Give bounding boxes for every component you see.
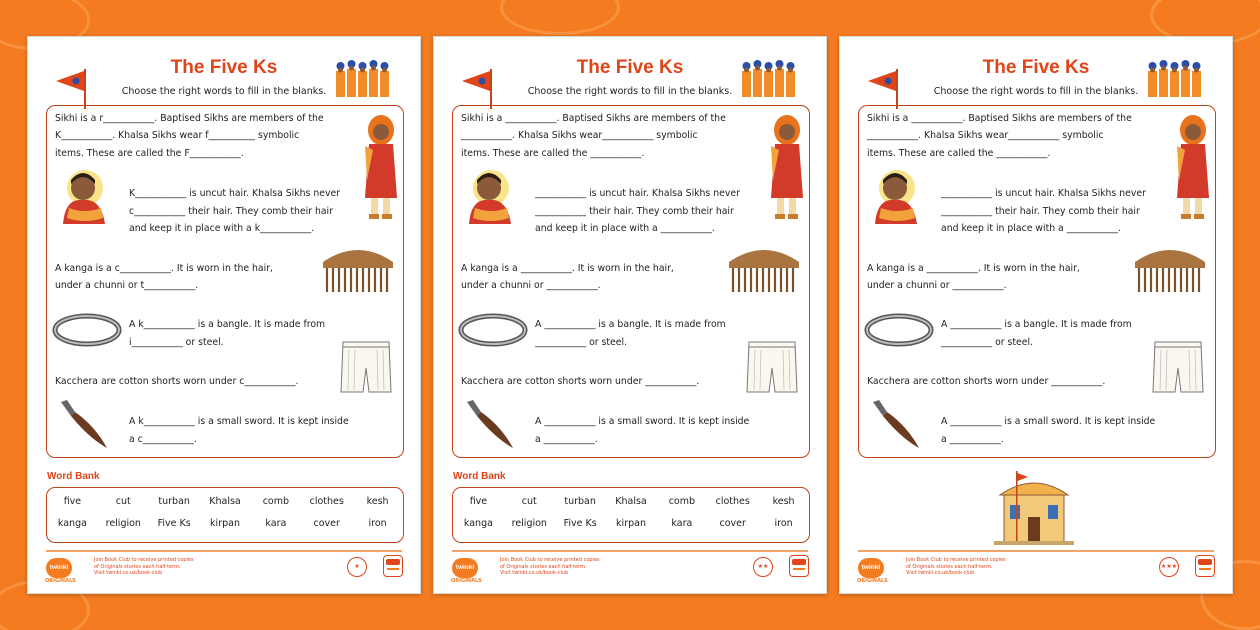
kacchera-line: Kacchera are cotton shorts worn under ___________. <box>461 376 700 387</box>
word-bank-item: kara <box>265 518 287 529</box>
kesh-line-2: ___________ their hair. They comb their hair <box>941 206 1140 217</box>
panj-pyare-illustration <box>1146 55 1202 101</box>
intro-line-1: Sikhi is a ___________. Baptised Sikhs are members of the <box>867 113 1132 124</box>
footer-divider <box>46 550 402 552</box>
twinkl-logo: twinkl <box>46 558 72 578</box>
kanga-line-2: under a chunni or t___________. <box>55 280 199 291</box>
boy-combing-hair-illustration <box>867 168 929 226</box>
word-bank-item: cover <box>313 518 340 529</box>
kanga-line-1: A kanga is a ___________. It is worn in the hair, <box>461 263 674 274</box>
word-bank-item: comb <box>262 496 290 507</box>
kacchera-shorts-illustration <box>745 338 799 396</box>
girl-illustration <box>765 110 807 222</box>
instructions: Choose the right words to fill in the blanks. <box>121 86 327 97</box>
worksheet-2 <box>433 36 827 594</box>
word-bank-item: clothes <box>715 496 750 507</box>
girl-illustration <box>359 110 401 222</box>
kara-line-1: A ___________ is a bangle. It is made from <box>535 319 726 330</box>
panj-pyare-illustration <box>740 55 796 101</box>
intro-line-3: items. These are called the ___________. <box>461 148 645 159</box>
word-bank-item: cut <box>115 496 131 507</box>
footer-divider <box>858 550 1214 552</box>
intro-line-1: Sikhi is a ___________. Baptised Sikhs are members of the <box>461 113 726 124</box>
kanga-line-1: A kanga is a c___________. It is worn in the hair, <box>55 263 273 274</box>
instructions: Choose the right words to fill in the blanks. <box>933 86 1139 97</box>
kara-line-2: ___________ or steel. <box>535 337 628 348</box>
word-bank-item: clothes <box>309 496 344 507</box>
kirpan-sword-illustration <box>461 396 517 452</box>
kesh-line-1: ___________ is uncut hair. Khalsa Sikhs never <box>535 188 740 199</box>
kanga-line-2: under a chunni or ___________. <box>461 280 601 291</box>
book-club-note: Join Book Club to receive printed copies of Originals stories each half-term. Visit twinkl.co.uk/book-club <box>500 557 600 576</box>
word-bank-item: Five Ks <box>157 518 191 529</box>
girl-illustration <box>1171 110 1213 222</box>
kirpan-line-1: A ___________ is a small sword. It is kept inside <box>535 416 750 427</box>
kesh-line-1: ___________ is uncut hair. Khalsa Sikhs never <box>941 188 1146 199</box>
page-title: The Five Ks <box>576 57 684 78</box>
intro-line-2: ___________. Khalsa Sikhs wear___________ symbolic <box>461 130 698 141</box>
gurdwara-illustration <box>990 469 1078 549</box>
kara-bangle-illustration <box>457 312 529 348</box>
kirpan-line-1: A ___________ is a small sword. It is kept inside <box>941 416 1156 427</box>
kara-bangle-illustration <box>51 312 123 348</box>
kacchera-line: Kacchera are cotton shorts worn under c___________. <box>55 376 299 387</box>
originals-label: ORIGINALS <box>857 578 888 584</box>
difficulty-stars: ★ <box>347 557 367 577</box>
intro-line-2: ___________. Khalsa Sikhs wear___________ symbolic <box>867 130 1104 141</box>
word-bank-item: kara <box>671 518 693 529</box>
planit-badge-icon <box>383 555 403 577</box>
questions-box <box>858 105 1216 458</box>
kesh-line-1: K___________ is uncut hair. Khalsa Sikhs never <box>129 188 340 199</box>
word-bank-item: kesh <box>772 496 795 507</box>
twinkl-logo: twinkl <box>452 558 478 578</box>
kanga-comb-illustration <box>725 244 803 296</box>
boy-combing-hair-illustration <box>55 168 117 226</box>
word-bank-item: kesh <box>366 496 389 507</box>
word-bank-item: iron <box>368 518 387 529</box>
word-bank-row-2 <box>453 518 809 529</box>
footer-divider <box>452 550 808 552</box>
word-bank-item: cut <box>521 496 537 507</box>
kara-line-2: ___________ or steel. <box>941 337 1034 348</box>
word-bank-title: Word Bank <box>453 471 506 482</box>
worksheet-3 <box>839 36 1233 594</box>
word-bank-item: Khalsa <box>615 496 647 507</box>
word-bank-item: five <box>63 496 82 507</box>
word-bank-item: turban <box>158 496 190 507</box>
page-title: The Five Ks <box>170 57 278 78</box>
kara-line-2: i___________ or steel. <box>129 337 224 348</box>
word-bank-row-2 <box>47 518 403 529</box>
kirpan-line-2: a c___________. <box>129 434 197 445</box>
kesh-line-2: ___________ their hair. They comb their hair <box>535 206 734 217</box>
word-bank-item: iron <box>774 518 793 529</box>
kara-line-1: A ___________ is a bangle. It is made from <box>941 319 1132 330</box>
panj-pyare-illustration <box>334 55 390 101</box>
planit-badge-icon <box>789 555 809 577</box>
kanga-line-2: under a chunni or ___________. <box>867 280 1007 291</box>
planit-badge-icon <box>1195 555 1215 577</box>
word-bank-title: Word Bank <box>47 471 100 482</box>
kacchera-shorts-illustration <box>1151 338 1205 396</box>
word-bank-item: cover <box>719 518 746 529</box>
kesh-line-3: and keep it in place with a ___________. <box>941 223 1121 234</box>
kesh-line-2: c___________ their hair. They comb their hair <box>129 206 333 217</box>
questions-box <box>452 105 810 458</box>
kara-line-1: A k___________ is a bangle. It is made from <box>129 319 326 330</box>
word-bank-item: five <box>469 496 488 507</box>
boy-combing-hair-illustration <box>461 168 523 226</box>
word-bank-item: Five Ks <box>563 518 597 529</box>
word-bank-item: kirpan <box>616 518 646 529</box>
word-bank-item: kirpan <box>210 518 240 529</box>
kanga-comb-illustration <box>1131 244 1209 296</box>
kacchera-line: Kacchera are cotton shorts worn under ___________. <box>867 376 1106 387</box>
kirpan-line-2: a ___________. <box>535 434 598 445</box>
intro-line-3: items. These are called the ___________. <box>867 148 1051 159</box>
kanga-line-1: A kanga is a ___________. It is worn in the hair, <box>867 263 1080 274</box>
kara-bangle-illustration <box>863 312 935 348</box>
kesh-line-3: and keep it in place with a k___________. <box>129 223 315 234</box>
kirpan-sword-illustration <box>55 396 111 452</box>
word-bank <box>452 487 810 543</box>
book-club-note: Join Book Club to receive printed copies of Originals stories each half-term. Visit twinkl.co.uk/book-club <box>94 557 194 576</box>
originals-label: ORIGINALS <box>451 578 482 584</box>
word-bank-item: religion <box>511 518 547 529</box>
word-bank <box>46 487 404 543</box>
book-club-note: Join Book Club to receive printed copies of Originals stories each half-term. Visit twinkl.co.uk/book-club <box>906 557 1006 576</box>
kanga-comb-illustration <box>319 244 397 296</box>
word-bank-row-1 <box>47 496 403 507</box>
difficulty-stars: ★★ <box>753 557 773 577</box>
word-bank-item: turban <box>564 496 596 507</box>
questions-box <box>46 105 404 458</box>
originals-label: ORIGINALS <box>45 578 76 584</box>
instructions: Choose the right words to fill in the blanks. <box>527 86 733 97</box>
intro-line-1: Sikhi is a r___________. Baptised Sikhs are members of the <box>55 113 324 124</box>
intro-line-3: items. These are called the F___________. <box>55 148 244 159</box>
kirpan-line-2: a ___________. <box>941 434 1004 445</box>
kesh-line-3: and keep it in place with a ___________. <box>535 223 715 234</box>
word-bank-item: religion <box>105 518 141 529</box>
word-bank-item: kanga <box>57 518 87 529</box>
background-decoration <box>500 0 620 35</box>
kirpan-line-1: A k___________ is a small sword. It is kept inside <box>129 416 349 427</box>
page-title: The Five Ks <box>982 57 1090 78</box>
kirpan-sword-illustration <box>867 396 923 452</box>
intro-line-2: K___________. Khalsa Sikhs wear f__________ symbolic <box>55 130 300 141</box>
twinkl-logo: twinkl <box>858 558 884 578</box>
worksheet-1 <box>27 36 421 594</box>
word-bank-row-1 <box>453 496 809 507</box>
word-bank-item: comb <box>668 496 696 507</box>
kacchera-shorts-illustration <box>339 338 393 396</box>
difficulty-stars: ★★★ <box>1159 557 1179 577</box>
word-bank-item: Khalsa <box>209 496 241 507</box>
word-bank-item: kanga <box>463 518 493 529</box>
